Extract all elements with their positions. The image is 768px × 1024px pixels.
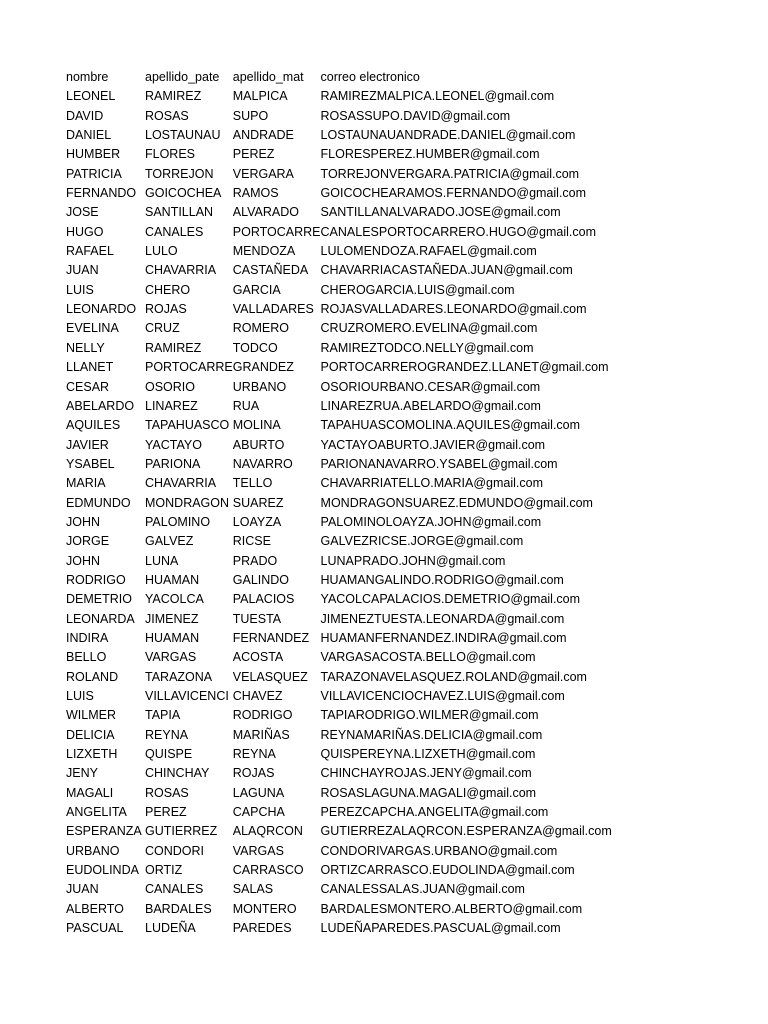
cell-nombre: HUMBER bbox=[66, 147, 121, 162]
cell-nombre: RAFAEL bbox=[66, 244, 114, 259]
cell-apellido-paterno: ROJAS bbox=[145, 302, 187, 317]
cell-apellido-materno: LOAYZA bbox=[232, 514, 282, 529]
cell-apellido-paterno: CONDORI bbox=[145, 843, 205, 858]
cell-nombre: JAVIER bbox=[66, 437, 109, 452]
cell-apellido-materno: GRANDEZ bbox=[232, 360, 294, 375]
table-row bbox=[66, 261, 621, 280]
cell-apellido-materno: VERGARA bbox=[232, 166, 294, 181]
cell-correo: HUAMANGALINDO.RODRIGO@gmail.com bbox=[320, 572, 564, 587]
cell-correo: FLORESPEREZ.HUMBER@gmail.com bbox=[320, 147, 540, 162]
cell-nombre: DELICIA bbox=[66, 727, 115, 742]
cell-correo: PEREZCAPCHA.ANGELITA@gmail.com bbox=[320, 805, 549, 820]
cell-apellido-paterno: FLORES bbox=[145, 147, 196, 162]
cell-apellido-materno: CARRASCO bbox=[232, 863, 304, 878]
cell-apellido-materno: PAREDES bbox=[232, 921, 292, 936]
table-row bbox=[66, 87, 621, 106]
table-row bbox=[66, 223, 621, 242]
table-row bbox=[66, 165, 621, 184]
table-row bbox=[66, 803, 621, 822]
cell-correo: YACTAYOABURTO.JAVIER@gmail.com bbox=[320, 437, 546, 452]
cell-correo: ROSASSUPO.DAVID@gmail.com bbox=[320, 108, 511, 123]
cell-apellido-paterno: ORTIZ bbox=[145, 863, 183, 878]
table-row bbox=[66, 590, 621, 609]
cell-apellido-materno: TODCO bbox=[232, 340, 278, 355]
cell-apellido-paterno: LOSTAUNAU bbox=[145, 128, 221, 143]
cell-nombre: ROLAND bbox=[66, 669, 119, 684]
cell-apellido-paterno: PALOMINO bbox=[145, 514, 211, 529]
cell-correo: REYNAMARIÑAS.DELICIA@gmail.com bbox=[320, 727, 543, 742]
table-row bbox=[66, 726, 621, 745]
cell-nombre: EUDOLINDA bbox=[66, 863, 139, 878]
cell-correo: CANALESSALAS.JUAN@gmail.com bbox=[320, 882, 525, 897]
table-row bbox=[66, 145, 621, 164]
cell-apellido-materno: RAMOS bbox=[232, 186, 279, 201]
cell-nombre: ESPERANZA bbox=[66, 824, 142, 839]
cell-apellido-materno: REYNA bbox=[232, 747, 276, 762]
cell-apellido-materno: MONTERO bbox=[232, 901, 297, 916]
cell-correo: RAMIREZTODCO.NELLY@gmail.com bbox=[320, 340, 534, 355]
cell-apellido-paterno: CHERO bbox=[145, 282, 191, 297]
cell-correo: YACOLCAPALACIOS.DEMETRIO@gmail.com bbox=[320, 592, 581, 607]
table-row bbox=[66, 184, 621, 203]
cell-apellido-paterno: OSORIO bbox=[145, 379, 196, 394]
table-row bbox=[66, 687, 621, 706]
cell-apellido-paterno: TAPAHUASCO bbox=[145, 418, 230, 433]
cell-nombre: URBANO bbox=[66, 843, 120, 858]
table-row bbox=[66, 203, 621, 222]
cell-apellido-materno: CASTAÑEDA bbox=[232, 263, 309, 278]
table-body bbox=[66, 68, 621, 938]
cell-apellido-materno: URBANO bbox=[232, 379, 287, 394]
table-row bbox=[66, 378, 621, 397]
cell-apellido-paterno: CANALES bbox=[145, 882, 204, 897]
table-row bbox=[66, 784, 621, 803]
cell-apellido-materno: ABURTO bbox=[232, 437, 285, 452]
cell-apellido-materno: PORTOCARRE bbox=[232, 224, 321, 239]
cell-apellido-paterno: GALVEZ bbox=[145, 534, 194, 549]
cell-nombre: NELLY bbox=[66, 340, 105, 355]
cell-apellido-paterno: ROSAS bbox=[145, 785, 189, 800]
cell-nombre: DANIEL bbox=[66, 128, 112, 143]
table-row bbox=[66, 745, 621, 764]
cell-correo: GALVEZRICSE.JORGE@gmail.com bbox=[320, 534, 524, 549]
table-row bbox=[66, 455, 621, 474]
cell-nombre: HUGO bbox=[66, 224, 104, 239]
cell-apellido-materno: ACOSTA bbox=[232, 650, 284, 665]
cell-nombre: LEONARDA bbox=[66, 611, 135, 626]
cell-apellido-paterno: CRUZ bbox=[145, 321, 180, 336]
cell-apellido-paterno: JIMENEZ bbox=[145, 611, 199, 626]
cell-correo: TARAZONAVELASQUEZ.ROLAND@gmail.com bbox=[320, 669, 587, 684]
cell-correo: GOICOCHEARAMOS.FERNANDO@gmail.com bbox=[320, 186, 587, 201]
cell-nombre: CESAR bbox=[66, 379, 110, 394]
cell-apellido-materno: MOLINA bbox=[232, 418, 281, 433]
table-row bbox=[66, 436, 621, 455]
cell-nombre: LIZXETH bbox=[66, 747, 118, 762]
cell-apellido-paterno: SANTILLAN bbox=[145, 205, 214, 220]
table-row bbox=[66, 900, 621, 919]
cell-apellido-materno: CHAVEZ bbox=[232, 689, 283, 703]
cell-correo: BARDALESMONTERO.ALBERTO@gmail.com bbox=[320, 901, 583, 916]
cell-apellido-materno: LAGUNA bbox=[232, 785, 285, 800]
cell-apellido-paterno: REYNA bbox=[145, 727, 189, 742]
cell-apellido-materno: RUA bbox=[232, 398, 260, 413]
cell-correo: JIMENEZTUESTA.LEONARDA@gmail.com bbox=[320, 611, 565, 626]
cell-nombre: LUIS bbox=[66, 282, 94, 297]
cell-apellido-paterno: PORTOCARRE bbox=[145, 360, 233, 375]
cell-nombre: JUAN bbox=[66, 263, 99, 278]
cell-correo: GUTIERREZALAQRCON.ESPERANZA@gmail.com bbox=[320, 824, 612, 839]
cell-nombre: WILMER bbox=[66, 708, 116, 723]
cell-apellido-paterno: CANALES bbox=[145, 224, 204, 239]
cell-nombre: FERNANDO bbox=[66, 186, 137, 201]
cell-nombre: ANGELITA bbox=[66, 805, 127, 820]
table-row bbox=[66, 668, 621, 687]
cell-correo: CHAVARRIATELLO.MARIA@gmail.com bbox=[320, 476, 543, 491]
header-nombre: nombre bbox=[66, 70, 109, 84]
cell-nombre: INDIRA bbox=[66, 630, 109, 645]
cell-apellido-materno: PEREZ bbox=[232, 147, 275, 162]
cell-correo: ROJASVALLADARES.LEONARDO@gmail.com bbox=[320, 302, 587, 317]
cell-nombre: PATRICIA bbox=[66, 166, 122, 181]
cell-apellido-materno: GALINDO bbox=[232, 572, 290, 587]
cell-nombre: JENY bbox=[66, 766, 98, 781]
cell-apellido-paterno: TORREJON bbox=[145, 166, 214, 181]
table-row bbox=[66, 513, 621, 532]
cell-nombre: YSABEL bbox=[66, 456, 115, 471]
cell-apellido-materno: VARGAS bbox=[232, 843, 284, 858]
table-row bbox=[66, 648, 621, 667]
cell-nombre: AQUILES bbox=[66, 418, 121, 433]
cell-apellido-materno: VELASQUEZ bbox=[232, 669, 308, 684]
cell-correo: RAMIREZMALPICA.LEONEL@gmail.com bbox=[320, 89, 555, 104]
cell-correo: HUAMANFERNANDEZ.INDIRA@gmail.com bbox=[320, 630, 567, 645]
cell-correo: PORTOCARREROGRANDEZ.LLANET@gmail.com bbox=[320, 360, 609, 375]
cell-nombre: LEONEL bbox=[66, 89, 116, 104]
cell-correo: CHAVARRIACASTAÑEDA.JUAN@gmail.com bbox=[320, 263, 573, 278]
cell-apellido-materno: MALPICA bbox=[232, 89, 288, 104]
cell-nombre: DEMETRIO bbox=[66, 592, 132, 607]
table-row bbox=[66, 629, 621, 648]
cell-correo: SANTILLANALVARADO.JOSE@gmail.com bbox=[320, 205, 561, 220]
cell-correo: TAPIARODRIGO.WILMER@gmail.com bbox=[320, 708, 539, 723]
cell-nombre: PASCUAL bbox=[66, 921, 124, 936]
cell-apellido-materno: ROMERO bbox=[232, 321, 290, 336]
cell-apellido-materno: TELLO bbox=[232, 476, 273, 491]
cell-apellido-materno: MARIÑAS bbox=[232, 727, 290, 742]
table-row bbox=[66, 126, 621, 145]
cell-apellido-materno: PRADO bbox=[232, 553, 278, 568]
table-row bbox=[66, 242, 621, 261]
table-row bbox=[66, 706, 621, 725]
cell-apellido-materno: ALVARADO bbox=[232, 205, 299, 220]
table-row bbox=[66, 339, 621, 358]
cell-apellido-materno: CAPCHA bbox=[232, 805, 285, 820]
table-row bbox=[66, 861, 621, 880]
data-table bbox=[66, 68, 621, 938]
table-row bbox=[66, 281, 621, 300]
cell-apellido-paterno: MONDRAGON bbox=[145, 495, 230, 510]
cell-correo: CHEROGARCIA.LUIS@gmail.com bbox=[320, 282, 515, 297]
table-row bbox=[66, 107, 621, 126]
cell-nombre: ALBERTO bbox=[66, 901, 124, 916]
cell-apellido-paterno: VARGAS bbox=[145, 650, 197, 665]
cell-apellido-paterno: TAPIA bbox=[145, 708, 181, 723]
cell-apellido-paterno: CHINCHAY bbox=[145, 766, 210, 781]
table-row bbox=[66, 416, 621, 435]
cell-correo: ORTIZCARRASCO.EUDOLINDA@gmail.com bbox=[320, 863, 575, 878]
cell-nombre: LEONARDO bbox=[66, 302, 137, 317]
cell-apellido-materno: FERNANDEZ bbox=[232, 630, 310, 645]
cell-apellido-paterno: LINAREZ bbox=[145, 398, 198, 413]
cell-apellido-materno: RICSE bbox=[232, 534, 271, 549]
cell-apellido-paterno: ROSAS bbox=[145, 108, 189, 123]
cell-apellido-paterno: YACOLCA bbox=[145, 592, 204, 607]
cell-apellido-paterno: LUDEÑA bbox=[145, 921, 196, 936]
cell-apellido-materno: ALAQRCON bbox=[232, 824, 303, 839]
table-row bbox=[66, 822, 621, 841]
cell-nombre: JUAN bbox=[66, 882, 99, 897]
cell-correo: VARGASACOSTA.BELLO@gmail.com bbox=[320, 650, 536, 665]
cell-nombre: JOSE bbox=[66, 205, 99, 220]
cell-apellido-paterno: LUNA bbox=[145, 553, 179, 568]
cell-correo: ROSASLAGUNA.MAGALI@gmail.com bbox=[320, 785, 537, 800]
cell-apellido-paterno: BARDALES bbox=[145, 901, 212, 916]
cell-nombre: LLANET bbox=[66, 360, 114, 375]
cell-nombre: LUIS bbox=[66, 689, 94, 703]
cell-apellido-materno: TUESTA bbox=[232, 611, 282, 626]
table-row bbox=[66, 552, 621, 571]
cell-apellido-materno: GARCIA bbox=[232, 282, 281, 297]
table-row bbox=[66, 610, 621, 629]
cell-correo: PALOMINOLOAYZA.JOHN@gmail.com bbox=[320, 514, 542, 529]
cell-correo: QUISPEREYNA.LIZXETH@gmail.com bbox=[320, 747, 536, 762]
cell-apellido-paterno: VILLAVICENCI bbox=[145, 689, 229, 703]
cell-correo: CANALESPORTOCARRERO.HUGO@gmail.com bbox=[320, 224, 597, 239]
cell-apellido-paterno: GUTIERREZ bbox=[145, 824, 218, 839]
table-row bbox=[66, 764, 621, 783]
cell-nombre: DAVID bbox=[66, 108, 104, 123]
cell-correo: LULOMENDOZA.RAFAEL@gmail.com bbox=[320, 244, 537, 259]
table-row bbox=[66, 474, 621, 493]
cell-nombre: BELLO bbox=[66, 650, 107, 665]
cell-nombre: JOHN bbox=[66, 553, 101, 568]
cell-correo: LOSTAUNAUANDRADE.DANIEL@gmail.com bbox=[320, 128, 576, 143]
cell-nombre: JOHN bbox=[66, 514, 101, 529]
cell-apellido-paterno: RAMIREZ bbox=[145, 340, 202, 355]
cell-apellido-paterno: LULO bbox=[145, 244, 178, 259]
table-row bbox=[66, 842, 621, 861]
cell-apellido-paterno: YACTAYO bbox=[145, 437, 202, 452]
cell-correo: CRUZROMERO.EVELINA@gmail.com bbox=[320, 321, 538, 336]
table-row bbox=[66, 300, 621, 319]
cell-nombre: EDMUNDO bbox=[66, 495, 131, 510]
cell-nombre: JORGE bbox=[66, 534, 110, 549]
cell-correo: CHINCHAYROJAS.JENY@gmail.com bbox=[320, 766, 532, 781]
cell-apellido-materno: ROJAS bbox=[232, 766, 275, 781]
table-row bbox=[66, 532, 621, 551]
cell-correo: CONDORIVARGAS.URBANO@gmail.com bbox=[320, 843, 558, 858]
table-row bbox=[66, 494, 621, 513]
cell-correo: MONDRAGONSUAREZ.EDMUNDO@gmail.com bbox=[320, 495, 593, 510]
cell-apellido-materno: NAVARRO bbox=[232, 456, 293, 471]
header-apellido-materno: apellido_mat bbox=[232, 70, 304, 84]
cell-apellido-paterno: HUAMAN bbox=[145, 630, 200, 645]
cell-apellido-paterno: HUAMAN bbox=[145, 572, 200, 587]
cell-apellido-materno: SUPO bbox=[232, 108, 269, 123]
cell-apellido-paterno: QUISPE bbox=[145, 747, 193, 762]
cell-apellido-paterno: TARAZONA bbox=[145, 669, 213, 684]
cell-nombre: EVELINA bbox=[66, 321, 119, 336]
cell-nombre: RODRIGO bbox=[66, 572, 126, 587]
table-row bbox=[66, 880, 621, 899]
cell-nombre: MAGALI bbox=[66, 785, 114, 800]
header-apellido-paterno: apellido_pate bbox=[145, 70, 220, 84]
cell-nombre: ABELARDO bbox=[66, 398, 135, 413]
cell-apellido-paterno: RAMIREZ bbox=[145, 89, 202, 104]
header-correo: correo electronico bbox=[320, 70, 420, 84]
table-row bbox=[66, 358, 621, 377]
table-row bbox=[66, 397, 621, 416]
cell-correo: LUDEÑAPAREDES.PASCUAL@gmail.com bbox=[320, 921, 561, 936]
table-header-row bbox=[66, 68, 621, 87]
cell-correo: PARIONANAVARRO.YSABEL@gmail.com bbox=[320, 456, 558, 471]
cell-apellido-materno: VALLADARES bbox=[232, 302, 314, 317]
table-row bbox=[66, 919, 621, 938]
cell-nombre: MARIA bbox=[66, 476, 106, 491]
cell-apellido-paterno: PEREZ bbox=[145, 805, 187, 820]
cell-apellido-paterno: CHAVARRIA bbox=[145, 263, 217, 278]
cell-apellido-paterno: GOICOCHEA bbox=[145, 186, 222, 201]
cell-correo: LUNAPRADO.JOHN@gmail.com bbox=[320, 553, 506, 568]
cell-correo: LINAREZRUA.ABELARDO@gmail.com bbox=[320, 398, 541, 413]
cell-apellido-materno: PALACIOS bbox=[232, 592, 295, 607]
cell-apellido-materno: SUAREZ bbox=[232, 495, 284, 510]
table-row bbox=[66, 571, 621, 590]
cell-correo: VILLAVICENCIOCHAVEZ.LUIS@gmail.com bbox=[320, 689, 565, 703]
cell-apellido-paterno: CHAVARRIA bbox=[145, 476, 217, 491]
cell-apellido-paterno: PARIONA bbox=[145, 456, 201, 471]
cell-correo: TORREJONVERGARA.PATRICIA@gmail.com bbox=[320, 166, 580, 181]
cell-apellido-materno: MENDOZA bbox=[232, 244, 296, 259]
cell-apellido-materno: SALAS bbox=[232, 882, 274, 897]
cell-apellido-materno: RODRIGO bbox=[232, 708, 293, 723]
table-row bbox=[66, 319, 621, 338]
cell-correo: TAPAHUASCOMOLINA.AQUILES@gmail.com bbox=[320, 418, 581, 433]
cell-apellido-materno: ANDRADE bbox=[232, 128, 294, 143]
cell-correo: OSORIOURBANO.CESAR@gmail.com bbox=[320, 379, 541, 394]
